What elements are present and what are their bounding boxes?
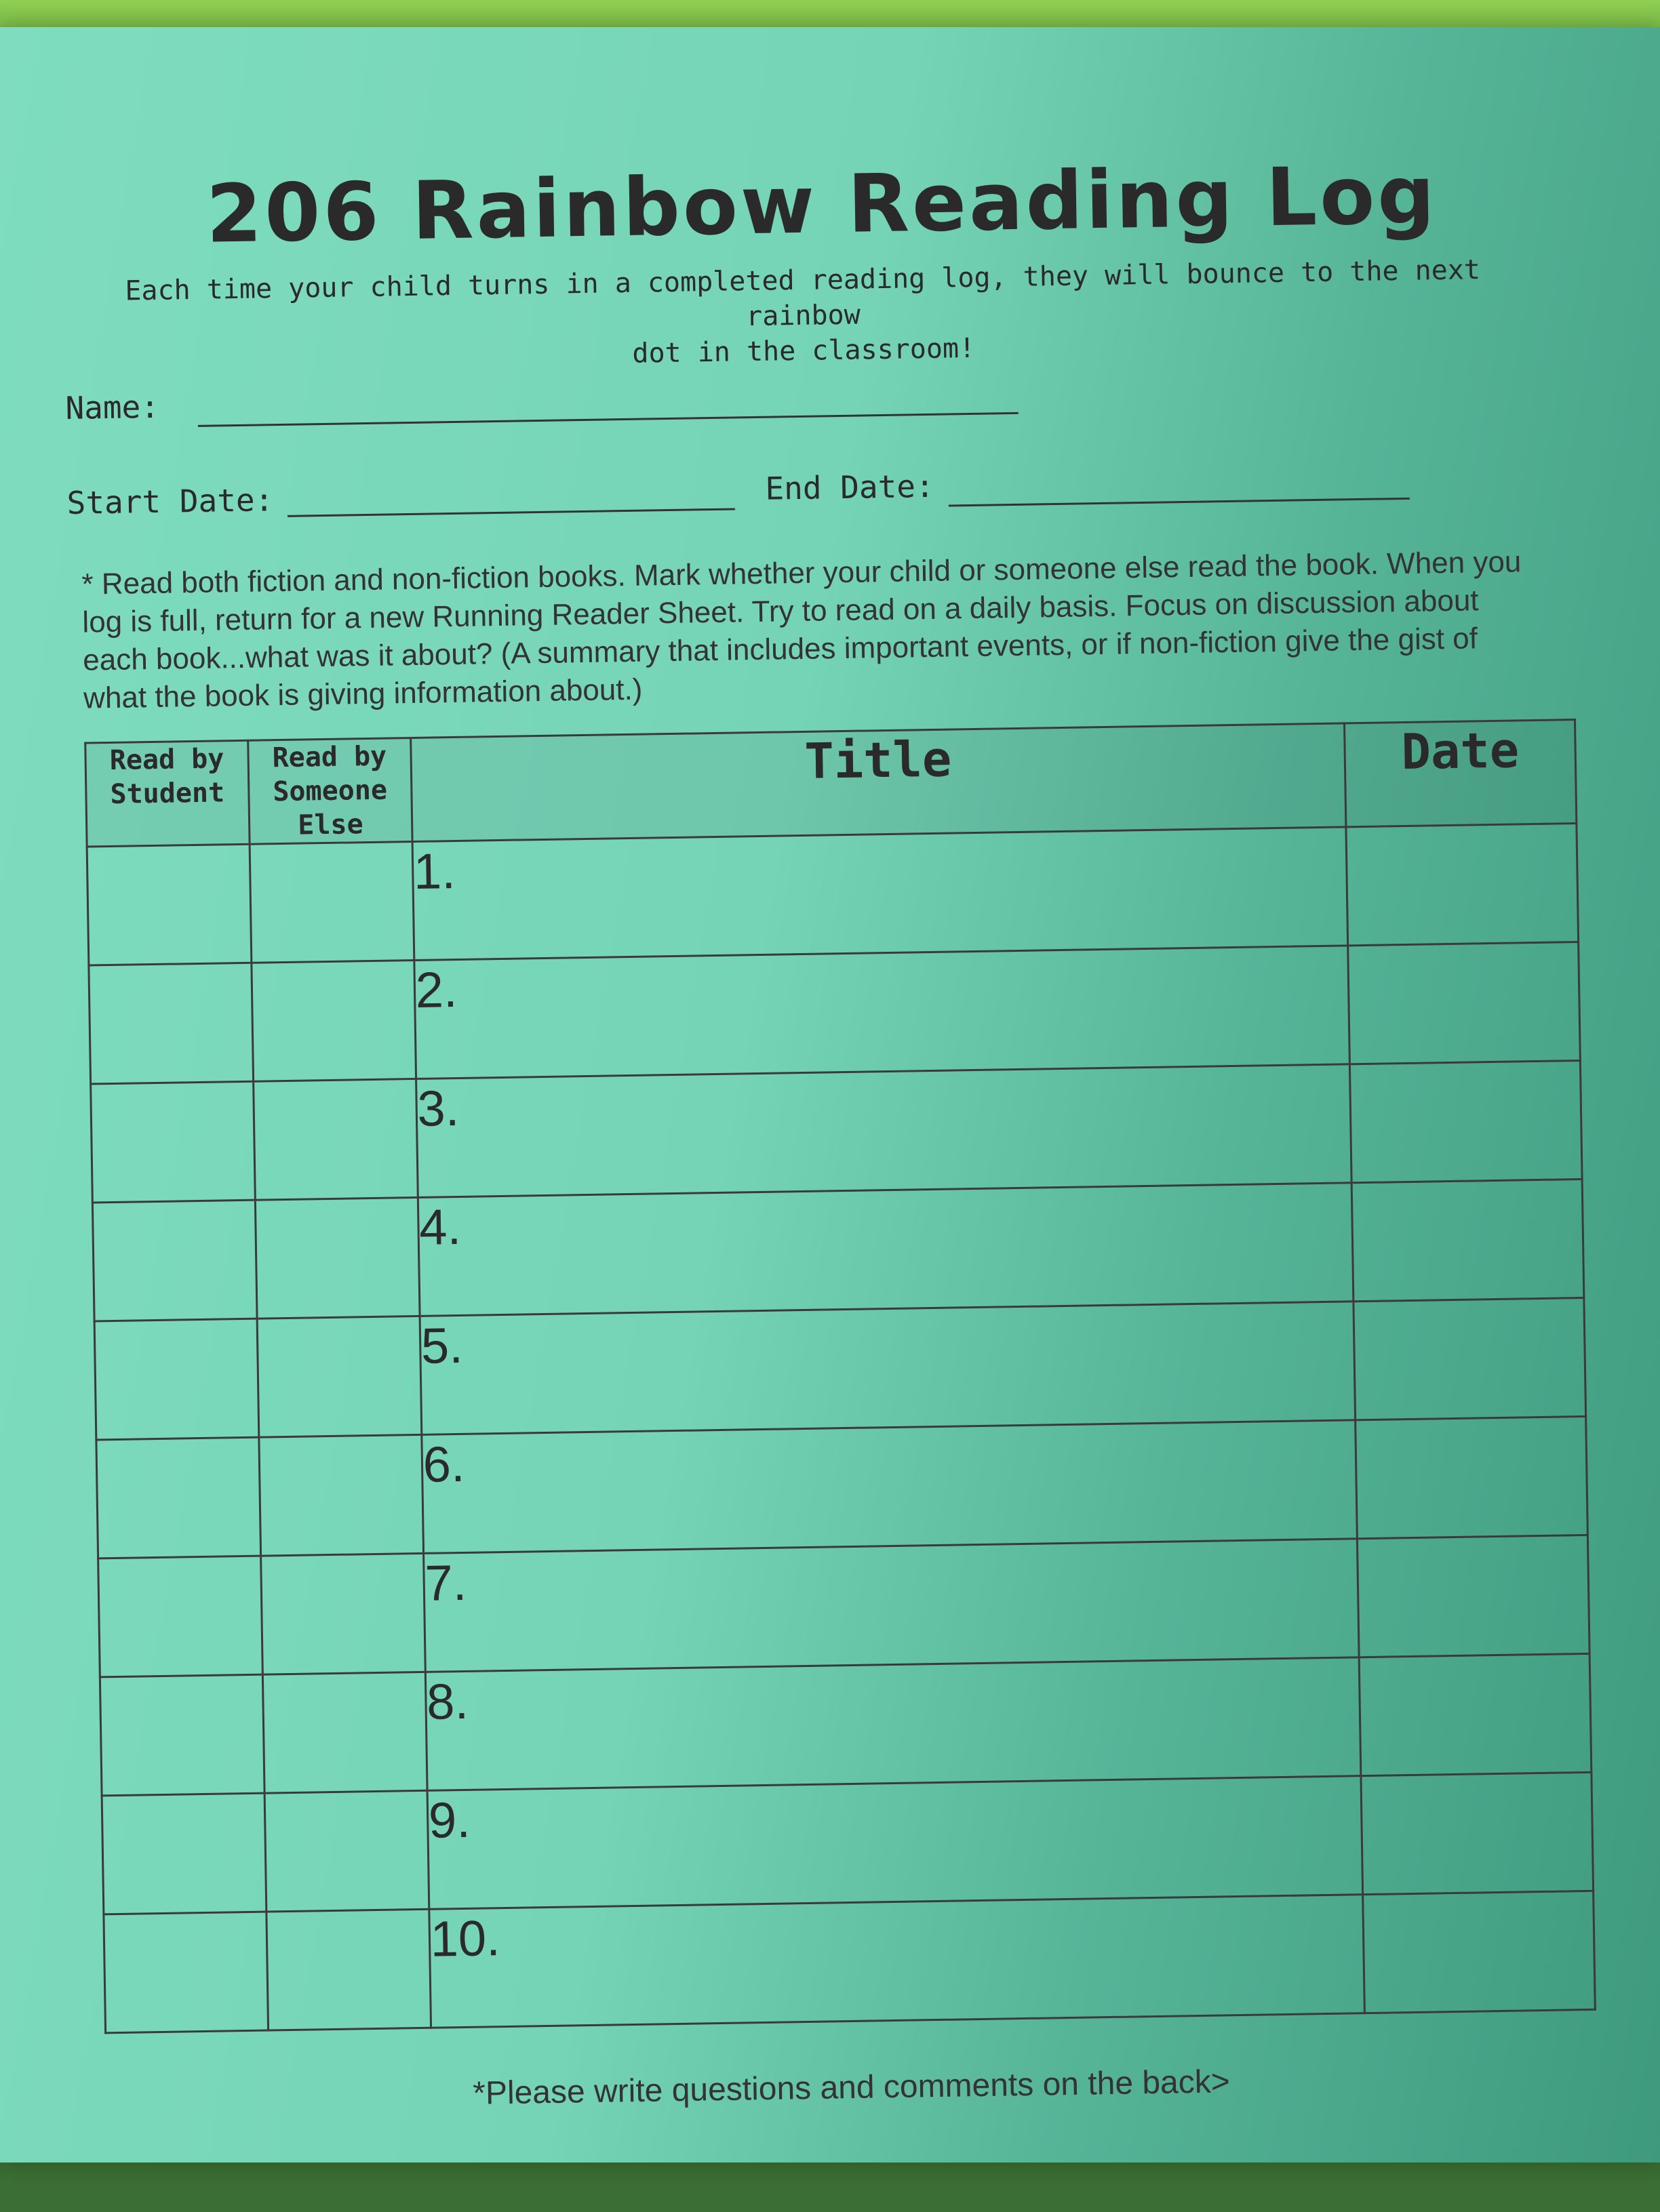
row-number: 9. <box>428 1791 471 1849</box>
table-row <box>92 1179 1583 1321</box>
checkbox-read-by-student[interactable] <box>100 1674 264 1796</box>
date-cell[interactable] <box>1358 1535 1589 1657</box>
table-row <box>96 1416 1587 1558</box>
checkbox-read-by-someone-else[interactable] <box>257 1316 422 1437</box>
checkbox-read-by-student[interactable] <box>87 844 252 965</box>
header-read-by-someone-else: Read by Someone Else <box>248 738 412 845</box>
title-cell[interactable] <box>429 1895 1365 2028</box>
checkbox-read-by-student[interactable] <box>92 1200 257 1321</box>
table-row <box>100 1653 1591 1795</box>
row-number: 6. <box>422 1435 466 1493</box>
table-row <box>91 1060 1582 1202</box>
start-date-field[interactable] <box>288 508 735 517</box>
row-number: 2. <box>415 961 458 1018</box>
reading-log-paper <box>0 27 1660 2163</box>
end-date-field[interactable] <box>949 498 1410 507</box>
log-title: 206 Rainbow Reading Log <box>205 148 1438 261</box>
table-row <box>94 1298 1585 1439</box>
date-cell[interactable] <box>1356 1416 1587 1538</box>
checkbox-read-by-student[interactable] <box>94 1319 259 1440</box>
footer-note: *Please write questions and comments on the back> <box>472 2064 1231 2112</box>
table-row <box>89 942 1580 1084</box>
checkbox-read-by-student[interactable] <box>104 1912 269 2033</box>
title-cell[interactable] <box>420 1302 1356 1435</box>
table-row <box>102 1772 1593 1914</box>
checkbox-read-by-someone-else[interactable] <box>262 1672 427 1793</box>
checkbox-read-by-someone-else[interactable] <box>255 1197 420 1319</box>
row-number: 3. <box>416 1079 460 1137</box>
checkbox-read-by-someone-else[interactable] <box>264 1790 429 1912</box>
subtitle-line-1: Each time your child turns in a completed reading log, they will bounce to the next rainbow <box>125 254 1481 333</box>
checkbox-read-by-student[interactable] <box>96 1437 261 1559</box>
date-cell[interactable] <box>1359 1653 1591 1775</box>
title-cell[interactable] <box>423 1539 1359 1672</box>
log-subtitle <box>104 252 1502 380</box>
date-cell[interactable] <box>1361 1772 1593 1894</box>
instructions-text: * Read both fiction and non-fiction books. Mark whether your child or someone else read the book. When you log is full, return for a new Running Reader Sheet. Try to read on a daily basis. Focus on discussion about each book...what was it about? (A summary that includes important events, or if non-fiction give the gist of what the book is giving information about.) <box>81 545 1522 715</box>
title-cell[interactable] <box>425 1657 1361 1791</box>
checkbox-read-by-someone-else[interactable] <box>252 960 416 1081</box>
checkbox-read-by-student[interactable] <box>91 1081 256 1203</box>
table-row <box>98 1535 1589 1676</box>
date-cell[interactable] <box>1346 824 1578 946</box>
date-cell[interactable] <box>1350 1060 1582 1182</box>
row-number: 5. <box>420 1316 464 1374</box>
title-cell[interactable] <box>422 1420 1358 1554</box>
checkbox-read-by-someone-else[interactable] <box>266 1909 431 2030</box>
table-row <box>87 824 1578 965</box>
header-read-by-student: Read by Student <box>85 740 250 847</box>
checkbox-read-by-someone-else[interactable] <box>250 841 414 963</box>
date-cell[interactable] <box>1363 1891 1595 2013</box>
date-cell[interactable] <box>1351 1179 1583 1301</box>
checkbox-read-by-someone-else[interactable] <box>253 1079 418 1200</box>
reading-log-table <box>84 719 1596 2034</box>
title-cell[interactable] <box>412 827 1348 961</box>
name-label: Name: <box>65 388 160 426</box>
title-cell[interactable] <box>414 946 1350 1079</box>
table-surface-backdrop <box>0 2158 1660 2212</box>
header-date: Date <box>1345 720 1577 827</box>
checkbox-read-by-someone-else[interactable] <box>260 1553 425 1674</box>
row-number: 8. <box>426 1672 469 1730</box>
row-number: 10. <box>430 1910 501 1967</box>
date-cell[interactable] <box>1353 1298 1585 1420</box>
checkbox-read-by-student[interactable] <box>98 1556 263 1677</box>
date-cell[interactable] <box>1348 942 1580 1064</box>
title-cell[interactable] <box>416 1064 1351 1198</box>
reading-log-sheet <box>61 105 1610 2112</box>
start-date-label: Start Date: <box>66 481 274 521</box>
checkbox-read-by-student[interactable] <box>102 1793 266 1914</box>
end-date-label: End Date: <box>765 467 935 507</box>
subtitle-line-2: dot in the classroom! <box>632 332 976 369</box>
checkbox-read-by-student[interactable] <box>89 963 254 1084</box>
title-cell[interactable] <box>418 1183 1353 1316</box>
row-number: 1. <box>413 843 456 900</box>
name-field[interactable] <box>198 412 1019 427</box>
title-cell[interactable] <box>427 1776 1363 1910</box>
row-number: 7. <box>424 1554 467 1611</box>
row-number: 4. <box>418 1198 462 1255</box>
header-title: Title <box>410 723 1346 842</box>
checkbox-read-by-someone-else[interactable] <box>259 1434 424 1556</box>
table-row <box>104 1891 1595 2032</box>
